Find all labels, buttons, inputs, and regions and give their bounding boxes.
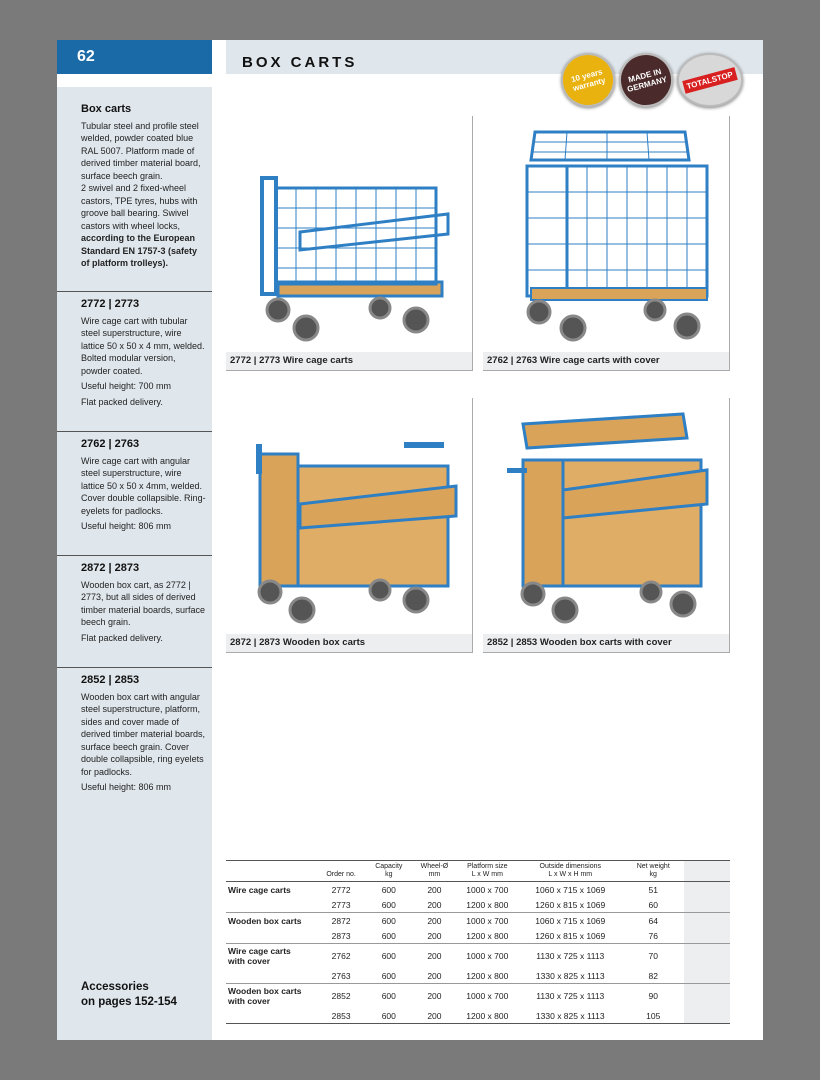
header-capacity: Capacity kg bbox=[365, 861, 413, 882]
cell-platform: 1200 x 800 bbox=[466, 930, 509, 941]
section-body: Wooden box cart with angular steel superstructure, platform, sides and cover made of derived timber material boards, surface beech grain. Cover double collapsible, ring eyelets for padlocks. bbox=[81, 691, 206, 777]
header-extra bbox=[684, 861, 730, 882]
cell-platform: 1200 x 800 bbox=[466, 970, 509, 981]
cell-net: 60 bbox=[648, 899, 658, 910]
photo-caption: 2852 | 2853 Wooden box carts with cover bbox=[483, 634, 729, 652]
cell-outside: 1330 x 825 x 1113 bbox=[518, 1008, 622, 1024]
wooden-box-cart-cover-image bbox=[487, 404, 723, 632]
cell-order: 2872 bbox=[317, 913, 365, 929]
header-order-no: Order no. bbox=[317, 861, 365, 882]
cell-capacity: 600 bbox=[365, 984, 413, 1009]
section-2872 bbox=[81, 562, 206, 647]
cell-platform: 1200 x 800 bbox=[456, 1008, 518, 1024]
cell-net: 64 bbox=[622, 913, 684, 929]
delivery-note: Flat packed delivery. bbox=[81, 396, 163, 407]
cell-extra bbox=[684, 882, 730, 898]
table-row bbox=[226, 984, 730, 1009]
group-label: Wire cage carts bbox=[226, 882, 317, 898]
group-label bbox=[226, 897, 317, 913]
wire-cage-cart-image bbox=[230, 122, 466, 350]
photo-wire-cage-cart-with-cover bbox=[483, 116, 730, 371]
cell-extra bbox=[684, 928, 730, 944]
table-row bbox=[226, 913, 730, 929]
table-row bbox=[226, 882, 730, 898]
intro-section bbox=[81, 103, 206, 273]
header-wheel: Wheel-Ø mm bbox=[413, 861, 457, 882]
cell-capacity: 600 bbox=[365, 882, 413, 898]
cell-outside: 1060 x 715 x 1069 bbox=[518, 913, 622, 929]
divider bbox=[57, 667, 212, 668]
cell-wheel: 200 bbox=[413, 913, 457, 929]
cell-extra bbox=[684, 1008, 730, 1024]
warranty-badge: 10 years warranty bbox=[555, 47, 621, 113]
useful-height: Useful height: 806 mm bbox=[81, 521, 172, 531]
photo-wooden-box-cart bbox=[226, 398, 473, 653]
cell-wheel: 200 bbox=[413, 984, 457, 1009]
cell-capacity: 600 bbox=[381, 970, 396, 981]
cell-net: 76 bbox=[648, 930, 658, 941]
table-row bbox=[226, 1008, 730, 1024]
section-body: Wire cage cart with angular steel superstructure, wire lattice 50 x 50 x 4mm, welded. Cover double collapsible. Ring-eyelets for padlocks. bbox=[81, 455, 206, 516]
photo-caption: 2762 | 2763 Wire cage carts with cover bbox=[483, 352, 729, 370]
cell-capacity: 600 bbox=[381, 930, 396, 941]
spec-table bbox=[226, 860, 730, 1024]
header-blank bbox=[226, 861, 317, 882]
cell-outside: 1260 x 815 x 1069 bbox=[535, 899, 606, 910]
cell-net: 70 bbox=[622, 944, 684, 969]
cell-platform: 1000 x 700 bbox=[456, 984, 518, 1009]
cell-extra bbox=[684, 913, 730, 929]
group-label bbox=[226, 928, 317, 944]
group-label: Wire cage carts with cover bbox=[226, 944, 317, 969]
useful-height: Useful height: 806 mm bbox=[81, 782, 172, 792]
section-heading: 2762 | 2763 bbox=[81, 438, 140, 450]
cell-wheel: 200 bbox=[427, 970, 442, 981]
cell-wheel: 200 bbox=[413, 1008, 457, 1024]
cell-capacity: 600 bbox=[365, 1008, 413, 1024]
accessories-line-1: Accessories bbox=[81, 981, 149, 993]
cell-net: 90 bbox=[622, 984, 684, 1009]
intro-body-2: 2 swivel and 2 fixed-wheel castors, TPE tyres, hubs with groove ball bearing. Swivel castors with wheel locks, bbox=[81, 183, 198, 231]
group-label bbox=[226, 968, 317, 984]
divider bbox=[57, 291, 212, 292]
wooden-box-cart-image bbox=[230, 404, 466, 632]
wire-cage-cart-cover-image bbox=[487, 122, 723, 350]
cell-wheel: 200 bbox=[427, 930, 442, 941]
cell-platform: 1000 x 700 bbox=[456, 882, 518, 898]
photo-caption: 2872 | 2873 Wooden box carts bbox=[226, 634, 472, 652]
section-2762 bbox=[81, 438, 206, 536]
cell-extra bbox=[684, 984, 730, 1009]
cell-outside: 1330 x 825 x 1113 bbox=[535, 970, 605, 981]
cell-capacity: 600 bbox=[365, 944, 413, 969]
table-row bbox=[226, 944, 730, 969]
header-platform: Platform size L x W mm bbox=[456, 861, 518, 882]
group-label: Wooden box carts with cover bbox=[226, 984, 317, 1009]
page-number: 62 bbox=[57, 40, 212, 74]
cell-capacity: 600 bbox=[365, 913, 413, 929]
section-heading: 2772 | 2773 bbox=[81, 298, 140, 310]
section-heading: 2872 | 2873 bbox=[81, 562, 140, 574]
cell-order: 2763 bbox=[331, 970, 351, 981]
cell-outside: 1260 x 815 x 1069 bbox=[535, 930, 606, 941]
intro-heading: Box carts bbox=[81, 103, 132, 115]
cell-order: 2853 bbox=[317, 1008, 365, 1024]
cell-extra bbox=[684, 897, 730, 913]
cell-platform: 1000 x 700 bbox=[456, 944, 518, 969]
cell-order: 2773 bbox=[331, 899, 351, 910]
intro-body: Tubular steel and profile steel welded, powder coated blue RAL 5007. Platform made of derived timber material board, surface beech grain. bbox=[81, 120, 201, 181]
cell-order: 2852 bbox=[317, 984, 365, 1009]
header-net-weight: Net weight kg bbox=[622, 861, 684, 882]
delivery-note: Flat packed delivery. bbox=[81, 632, 163, 643]
cell-capacity: 600 bbox=[381, 899, 396, 910]
accessories-note bbox=[81, 980, 177, 1010]
cell-wheel: 200 bbox=[413, 944, 457, 969]
sidebar bbox=[57, 87, 212, 1040]
totalstop-logo bbox=[677, 53, 743, 107]
photo-wire-cage-cart bbox=[226, 116, 473, 371]
section-body: Wire cage cart with tubular steel superstructure, wire lattice 50 x 50 x 4 mm, welded. Bolted modular version, powder coated. bbox=[81, 315, 205, 376]
table-row bbox=[226, 928, 730, 944]
cell-extra bbox=[684, 944, 730, 969]
cell-net: 105 bbox=[622, 1008, 684, 1024]
totalstop-logo-text: TOTALSTOP bbox=[682, 67, 737, 93]
section-2852 bbox=[81, 674, 206, 797]
cell-extra bbox=[684, 968, 730, 984]
cell-order: 2762 bbox=[317, 944, 365, 969]
photo-caption: 2772 | 2773 Wire cage carts bbox=[226, 352, 472, 370]
cell-outside: 1130 x 725 x 1113 bbox=[518, 944, 622, 969]
accessories-line-2: on pages 152-154 bbox=[81, 996, 177, 1008]
section-body: Wooden box cart, as 2772 | 2773, but all sides of derived timber material boards, surface beech grain. bbox=[81, 579, 206, 627]
table-header-row bbox=[226, 861, 730, 882]
made-in-germany-badge: MADE IN GERMANY bbox=[613, 47, 679, 113]
section-heading: 2852 | 2853 bbox=[81, 674, 140, 686]
cell-outside: 1130 x 725 x 1113 bbox=[518, 984, 622, 1009]
photo-wooden-box-cart-with-cover bbox=[483, 398, 730, 653]
cell-platform: 1200 x 800 bbox=[466, 899, 509, 910]
cell-order: 2772 bbox=[317, 882, 365, 898]
page-title: BOX CARTS bbox=[242, 54, 358, 71]
catalog-page bbox=[57, 40, 763, 1040]
table-row bbox=[226, 968, 730, 984]
intro-standard: according to the European Standard EN 1757-3 (safety of platform trolleys). bbox=[81, 233, 198, 268]
cell-outside: 1060 x 715 x 1069 bbox=[518, 882, 622, 898]
cell-order: 2873 bbox=[331, 930, 351, 941]
cell-platform: 1000 x 700 bbox=[456, 913, 518, 929]
divider bbox=[57, 431, 212, 432]
cell-wheel: 200 bbox=[413, 882, 457, 898]
cell-wheel: 200 bbox=[427, 899, 442, 910]
group-label: Wooden box carts bbox=[226, 913, 317, 929]
cell-net: 51 bbox=[622, 882, 684, 898]
table-row bbox=[226, 897, 730, 913]
divider bbox=[57, 555, 212, 556]
section-2772 bbox=[81, 298, 206, 411]
useful-height: Useful height: 700 mm bbox=[81, 381, 172, 391]
group-label bbox=[226, 1008, 317, 1024]
header-outside: Outside dimensions L x W x H mm bbox=[518, 861, 622, 882]
cell-net: 82 bbox=[648, 970, 658, 981]
